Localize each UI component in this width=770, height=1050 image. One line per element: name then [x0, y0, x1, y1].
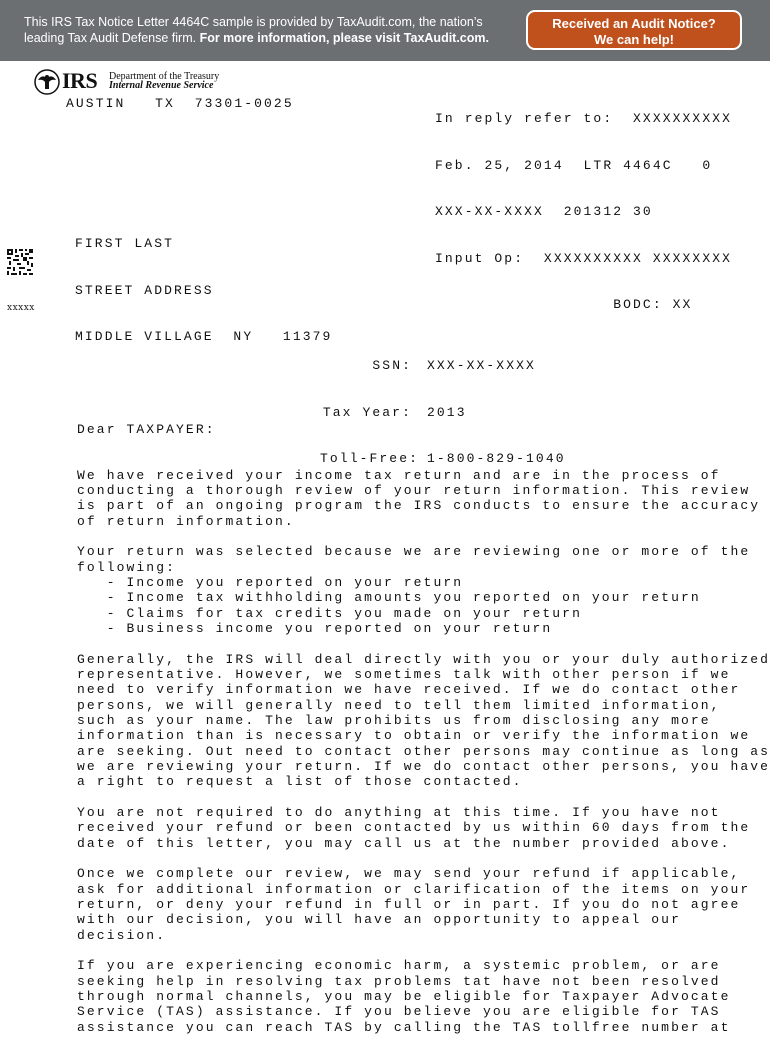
meta-label: Tax Year:: [322, 404, 412, 420]
letter-paragraph: [77, 544, 757, 636]
letter-line: we are reviewing your return. If we do contact other persons, you have: [77, 758, 770, 774]
letter-line: return, or deny your refund in full or in part. If you do not agree: [77, 896, 741, 912]
letter-line: We have received your income tax return and are in the process of: [77, 467, 721, 483]
reply-line: Input Op: XXXXXXXXXX XXXXXXXX: [435, 250, 733, 266]
letter-line: seeking help in resolving tax problems tat have not been resolved: [77, 973, 721, 989]
letter-line: representative. However, we sometimes talk with other person if we: [77, 667, 731, 683]
address-line: MIDDLE VILLAGE NY 11379: [75, 329, 333, 344]
reply-reference: [435, 80, 732, 328]
letter-line: decision.: [77, 927, 167, 943]
banner-text: [24, 14, 504, 46]
letter-line: - Claims for tax credits you made on your return: [77, 605, 582, 621]
letter-line: information than is necessary to obtain or verify the information we: [77, 728, 751, 744]
letter-paragraph: [77, 805, 757, 851]
letter-paragraph: [77, 866, 757, 942]
letter-line: are seeking. Out need to contact other persons may continue as long as: [77, 743, 770, 759]
letter-line: Your return was selected because we are reviewing one or more of the: [77, 544, 751, 560]
letter-line: persons, we will generally need to tell them limited information,: [77, 697, 721, 713]
letter-line: through normal channels, you may be eligible for Taxpayer Advocate: [77, 988, 731, 1004]
letter-paragraph: [77, 467, 761, 529]
reply-line: Feb. 25, 2014 LTR 4464C 0: [435, 157, 713, 173]
qr-code-icon: [7, 249, 33, 275]
meta-label: SSN:: [372, 358, 412, 373]
banner-message: This IRS Tax Notice Letter 4464C sample is provided by TaxAudit.com, the nation’s leading Tax Audit Defense firm.: [24, 15, 483, 45]
cta-line1: Received an Audit Notice?: [552, 16, 716, 31]
letter-line: date of this letter, you may call us at the number provided above.: [77, 835, 731, 851]
letter-line: Once we complete our review, we may send your refund if applicable,: [77, 866, 741, 882]
letter-line: If you are experiencing economic harm, a systemic problem, or are: [77, 958, 721, 974]
letter-line: You are not required to do anything at this time. If you have not: [77, 804, 721, 820]
letter-line: is part of an ongoing program the IRS conducts to ensure the accuracy: [77, 498, 761, 514]
letter-line: of return information.: [77, 513, 295, 529]
letter-line: a right to request a list of those contacted.: [77, 774, 523, 790]
logo-dept-line1: Department of the Treasury: [109, 71, 220, 82]
letter-line: - Income you reported on your return: [77, 575, 464, 591]
letter-line: - Business income you reported on your return: [77, 620, 553, 636]
letter-line: received your refund or been contacted by us within 60 days from the: [77, 820, 751, 836]
reply-line: XXX-XX-XXXX 201312 30: [435, 204, 653, 219]
letter-line: with our decision, you will have an opportunity to appeal our: [77, 912, 681, 928]
meta-row: [320, 358, 566, 374]
cta-line2: We can help!: [594, 32, 674, 47]
meta-value: 2013: [427, 404, 467, 420]
letter-paragraph: [77, 958, 757, 1034]
letter-line: following:: [77, 559, 177, 575]
reply-line: BODC: XX: [435, 297, 693, 312]
irs-eagle-icon: [34, 69, 60, 95]
salutation: Dear TAXPAYER:: [77, 422, 216, 437]
letter-line: need to verify information we have received. If we do contact other: [77, 682, 741, 698]
audit-help-button[interactable]: [526, 10, 742, 50]
address-line: FIRST LAST: [75, 236, 175, 251]
letter-line: such as your name. The law prohibits us from disclosing any more: [77, 712, 711, 728]
meta-value: XXX-XX-XXXX: [427, 358, 536, 373]
sender-city: AUSTIN TX 73301-0025: [66, 96, 294, 111]
reply-line: In reply refer to: XXXXXXXXXX: [435, 111, 733, 126]
logo-dept-line2: Internal Revenue Service: [109, 80, 214, 91]
banner-link-text[interactable]: For more information, please visit TaxAudit.com.: [199, 31, 489, 45]
letter-line: assistance you can reach TAS by calling the TAS tollfree number at: [77, 1019, 731, 1035]
recipient-address: [75, 205, 332, 360]
address-line: STREET ADDRESS: [75, 282, 214, 298]
promo-banner: [0, 0, 770, 61]
letter-line: Service (TAS) assistance. If you believe you are eligible for TAS: [77, 1004, 721, 1020]
meta-value: 1-800-829-1040: [427, 451, 566, 466]
recipient-code: xxxxx: [7, 303, 35, 313]
letter-body: [77, 392, 770, 1050]
logo-department: [109, 72, 219, 90]
logo-letters: IRS: [62, 68, 98, 93]
irs-logo: [34, 69, 234, 95]
letter-line: Generally, the IRS will deal directly with you or your duly authorized: [77, 651, 770, 667]
meta-label: Toll-Free:: [320, 451, 420, 466]
letter-line: conducting a thorough review of your return information. This review: [77, 483, 751, 499]
letter-line: - Income tax withholding amounts you reported on your return: [77, 590, 701, 606]
letter-line: ask for additional information or clarification of the items on your: [77, 881, 751, 897]
letter-paragraph: [77, 651, 770, 790]
